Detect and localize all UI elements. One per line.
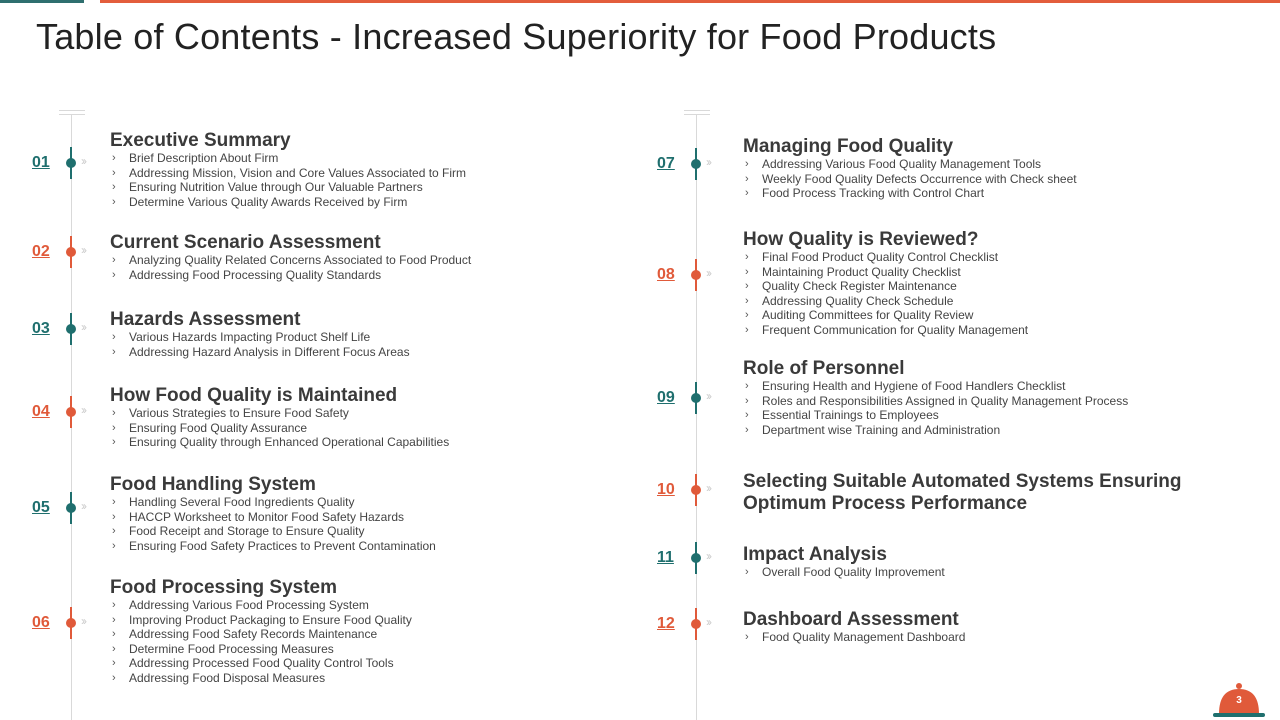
section-title	[743, 358, 905, 380]
section-title-line: Hazards Assessment	[110, 309, 301, 330]
chevron-right-icon: ››	[706, 549, 710, 563]
section-title	[110, 385, 397, 407]
section-title	[743, 229, 978, 251]
bullet-item: › Various Hazards Impacting Product Shelf Life	[110, 330, 410, 345]
timeline-dot	[691, 553, 701, 563]
bullet-item: › Addressing Various Food Quality Management Tools	[743, 157, 1077, 172]
bullet-item: › Determine Food Processing Measures	[110, 642, 412, 657]
top-accent-bar-left	[0, 0, 84, 3]
section-number: 05	[32, 499, 50, 516]
bullet-item: › Ensuring Quality through Enhanced Operational Capabilities	[110, 435, 449, 450]
section-title-line: Executive Summary	[110, 130, 291, 151]
section-title	[110, 577, 337, 599]
section-title	[743, 609, 959, 631]
chevron-right-icon: ››	[81, 614, 85, 628]
section-title-line: Food Processing System	[110, 577, 338, 598]
timeline-dot	[66, 158, 76, 168]
chevron-right-icon: ››	[81, 499, 85, 513]
section-bullets	[110, 406, 449, 450]
bullet-item: › Determine Various Quality Awards Received by Firm	[110, 195, 466, 210]
timeline-dot	[66, 503, 76, 513]
section-title	[743, 544, 887, 566]
section-title-line: Current Scenario Assessment	[110, 232, 381, 253]
section-bullets	[110, 495, 436, 553]
section-number: 06	[32, 614, 50, 631]
timeline-dot	[66, 407, 76, 417]
section-number: 11	[657, 549, 674, 566]
bullet-item: › Addressing Hazard Analysis in Different Focus Areas	[110, 345, 410, 360]
bullet-item: › Ensuring Nutrition Value through Our Valuable Partners	[110, 180, 466, 195]
section-title-line-2: Optimum Process Performance	[743, 493, 1028, 514]
section-bullets	[743, 157, 1077, 201]
bullet-item: › Various Strategies to Ensure Food Safety	[110, 406, 449, 421]
section-number: 10	[657, 481, 675, 498]
bullet-item: › Improving Product Packaging to Ensure Food Quality	[110, 613, 412, 628]
section-title-line: Role of Personnel	[743, 358, 905, 379]
page-title: Table of Contents - Increased Superiority for Food Products	[36, 16, 997, 57]
bullet-item: › Brief Description About Firm	[110, 151, 466, 166]
bullet-item: › Overall Food Quality Improvement	[743, 565, 945, 580]
bullet-item: › Addressing Food Processing Quality Standards	[110, 268, 471, 283]
bullet-item: › Food Receipt and Storage to Ensure Quality	[110, 524, 436, 539]
section-number: 03	[32, 320, 50, 337]
section-title-line: How Food Quality is Maintained	[110, 385, 398, 406]
section-title-line: Managing Food Quality	[743, 136, 954, 157]
bullet-item: › Ensuring Health and Hygiene of Food Handlers Checklist	[743, 379, 1128, 394]
section-title	[743, 471, 1182, 515]
chevron-right-icon: ››	[81, 243, 85, 257]
section-number: 02	[32, 243, 50, 260]
bullet-item: › Auditing Committees for Quality Review	[743, 308, 1028, 323]
timeline-dot	[66, 618, 76, 628]
bullet-item: › Addressing Food Disposal Measures	[110, 671, 412, 686]
timeline-dot	[691, 619, 701, 629]
chevron-right-icon: ››	[706, 615, 710, 629]
bullet-item: › Essential Trainings to Employees	[743, 408, 1128, 423]
section-title-line: Selecting Suitable Automated Systems Ensuring	[743, 471, 1182, 492]
bullet-item: › Ensuring Food Quality Assurance	[110, 421, 449, 436]
chevron-right-icon: ››	[706, 389, 710, 403]
left-timeline-cap	[59, 110, 85, 111]
bullet-item: › Addressing Mission, Vision and Core Values Associated to Firm	[110, 166, 466, 181]
bullet-item: › Weekly Food Quality Defects Occurrence with Check sheet	[743, 172, 1077, 187]
bullet-item: › HACCP Worksheet to Monitor Food Safety Hazards	[110, 510, 436, 525]
chevron-right-icon: ››	[706, 155, 710, 169]
bullet-item: › Ensuring Food Safety Practices to Prevent Contamination	[110, 539, 436, 554]
section-number: 09	[657, 389, 675, 406]
timeline-dot	[691, 393, 701, 403]
timeline-dot	[691, 485, 701, 495]
chevron-right-icon: ››	[81, 320, 85, 334]
section-number: 12	[657, 615, 675, 632]
bullet-item: › Quality Check Register Maintenance	[743, 279, 1028, 294]
section-title	[743, 136, 953, 158]
bullet-item: › Addressing Various Food Processing System	[110, 598, 412, 613]
chevron-right-icon: ››	[81, 154, 85, 168]
bullet-item: › Addressing Quality Check Schedule	[743, 294, 1028, 309]
section-bullets	[743, 630, 965, 645]
section-title	[110, 474, 316, 496]
section-number: 04	[32, 403, 50, 420]
section-number: 07	[657, 155, 675, 172]
section-number: 01	[32, 154, 50, 171]
right-timeline-cap	[684, 110, 710, 111]
section-title	[110, 232, 381, 254]
section-bullets	[110, 151, 466, 209]
bullet-item: › Maintaining Product Quality Checklist	[743, 265, 1028, 280]
section-title	[110, 130, 291, 152]
section-number: 08	[657, 266, 675, 283]
bullet-item: › Addressing Processed Food Quality Control Tools	[110, 656, 412, 671]
timeline-dot	[691, 159, 701, 169]
section-title-line: Food Handling System	[110, 474, 316, 495]
section-bullets	[110, 330, 410, 359]
chevron-right-icon: ››	[81, 403, 85, 417]
left-timeline-cap-2	[59, 114, 85, 115]
bullet-item: › Department wise Training and Administration	[743, 423, 1128, 438]
section-title	[110, 309, 300, 331]
bullet-item: › Frequent Communication for Quality Management	[743, 323, 1028, 338]
bullet-item: › Food Quality Management Dashboard	[743, 630, 965, 645]
section-title-line: How Quality is Reviewed?	[743, 229, 979, 250]
top-accent-bar-right	[100, 0, 1280, 3]
bullet-item: › Analyzing Quality Related Concerns Associated to Food Product	[110, 253, 471, 268]
right-timeline-cap-2	[684, 114, 710, 115]
section-title-line: Dashboard Assessment	[743, 609, 959, 630]
chevron-right-icon: ››	[706, 481, 710, 495]
section-bullets	[743, 565, 945, 580]
timeline-dot	[66, 247, 76, 257]
timeline-dot	[66, 324, 76, 334]
section-bullets	[743, 379, 1128, 437]
bullet-item: › Addressing Food Safety Records Maintenance	[110, 627, 412, 642]
bullet-item: › Final Food Product Quality Control Checklist	[743, 250, 1028, 265]
chevron-right-icon: ››	[706, 266, 710, 280]
bullet-item: › Food Process Tracking with Control Chart	[743, 186, 1077, 201]
bullet-item: › Handling Several Food Ingredients Quality	[110, 495, 436, 510]
section-bullets	[110, 253, 471, 282]
timeline-dot	[691, 270, 701, 280]
bullet-item: › Roles and Responsibilities Assigned in Quality Management Process	[743, 394, 1128, 409]
section-bullets	[743, 250, 1028, 337]
page-number: 3	[1236, 695, 1242, 706]
section-title-line: Impact Analysis	[743, 544, 887, 565]
section-bullets	[110, 598, 412, 685]
